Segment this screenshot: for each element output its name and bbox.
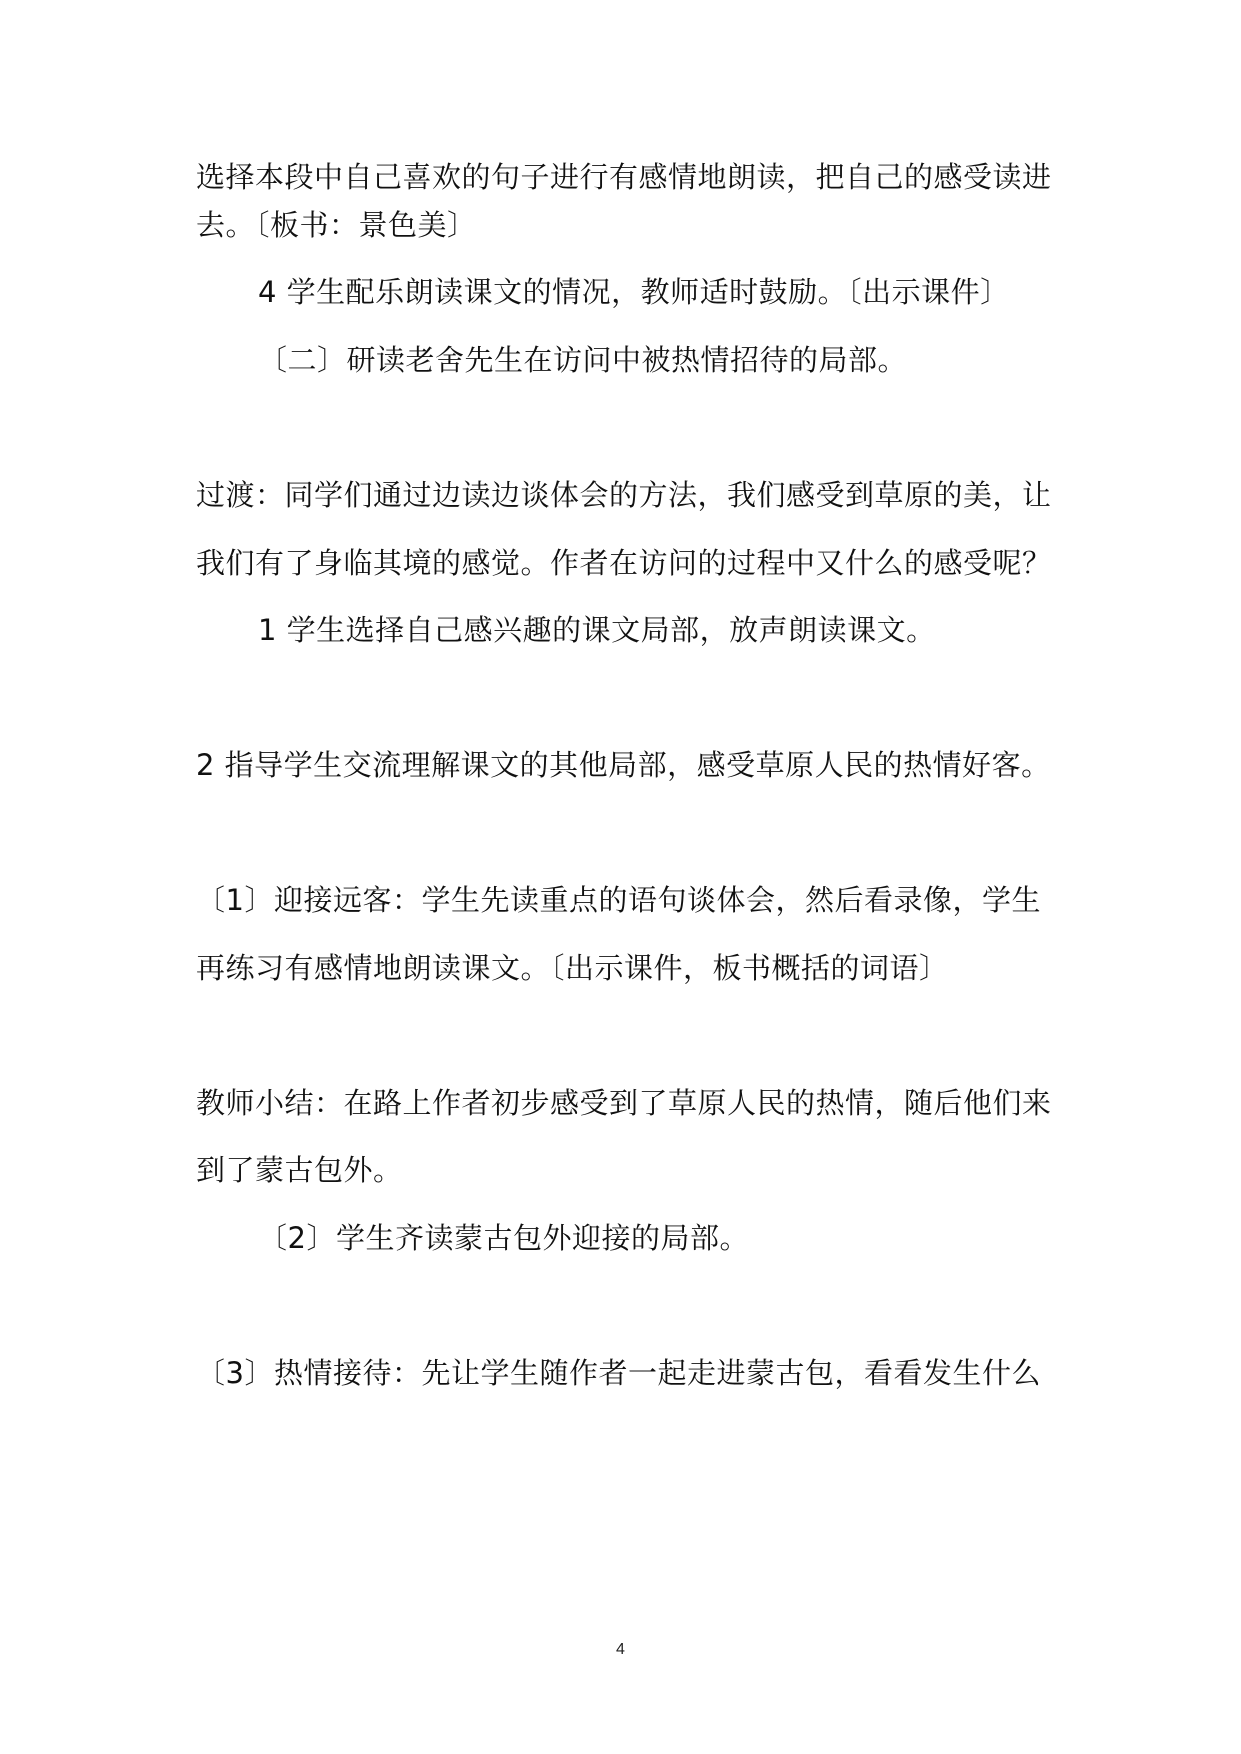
page-number: 4 [616,1641,625,1658]
item-1-line-1: 〔1〕迎接远客：学生先读重点的语句谈体会，然后看录像，学生 [196,883,1041,917]
step-1-line: 1 学生选择自己感兴趣的课文局部，放声朗读课文。 [258,613,936,647]
teacher-summary-line-2: 到了蒙古包外。 [196,1153,403,1187]
text-line-2: 去。〔板书：景色美〕 [196,208,477,242]
teacher-summary-line-1: 教师小结：在路上作者初步感受到了草原人民的热情，随后他们来 [196,1086,1052,1120]
text-line-3: 4 学生配乐朗读课文的情况，教师适时鼓励。〔出示课件〕 [258,275,1010,309]
section-heading: 〔二〕研读老舍先生在访问中被热情招待的局部。 [258,343,908,377]
item-2-line: 〔2〕学生齐读蒙古包外迎接的局部。 [258,1221,749,1255]
item-1-line-2: 再练习有感情地朗读课文。〔出示课件，板书概括的词语〕 [196,951,949,985]
step-2-line: 2 指导学生交流理解课文的其他局部，感受草原人民的热情好客。 [196,748,1051,782]
transition-paragraph-line-1: 过渡：同学们通过边读边谈体会的方法，我们感受到草原的美，让 [196,478,1052,512]
item-3-line: 〔3〕热情接待：先让学生随作者一起走进蒙古包，看看发生什么 [196,1356,1041,1390]
text-line-1: 选择本段中自己喜欢的句子进行有感情地朗读，把自己的感受读进 [196,160,1052,194]
transition-paragraph-line-2: 我们有了身临其境的感觉。作者在访问的过程中又什么的感受呢？ [196,546,1052,580]
